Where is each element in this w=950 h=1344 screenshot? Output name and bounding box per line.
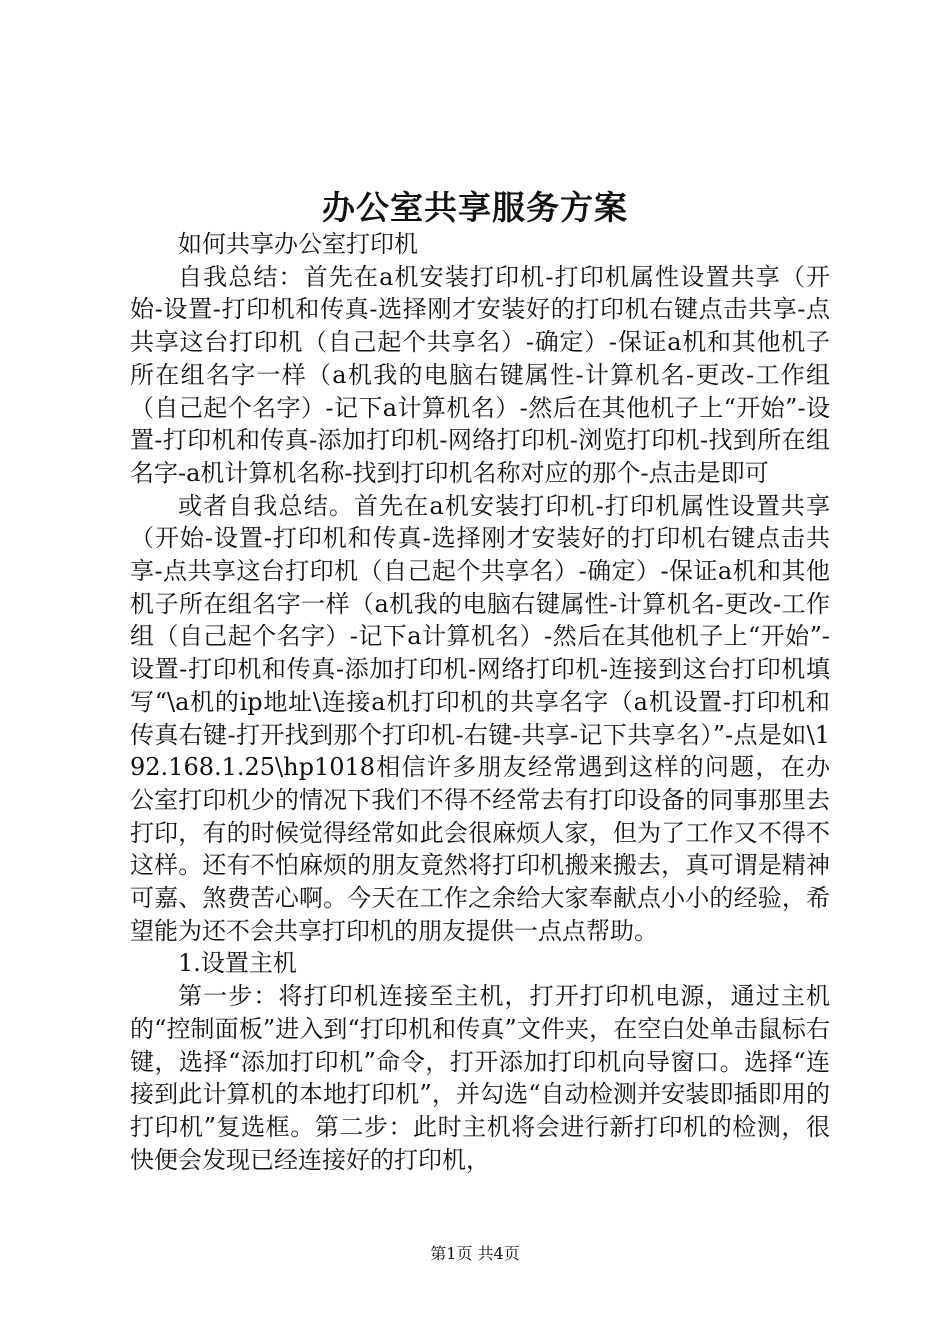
paragraph-summary: 自我总结：首先在a机安装打印机-打印机属性设置共享（开始-设置-打印机和传真-选择刚才安装好的打印机右键点击共享-点共享这台打印机（自己起个共享名）-确定）-保证a机和其他机子所在组名字一样（a机我的电脑右键属性-计算机名-更改-工作组（自己起个名字）-记下a计算机名）-然后在其他机子上“开始”-设置-打印机和传真-添加打印机-网络打印机-浏览打印机-找到所在组名字-a机计算机名称-找到打印机名称对应的那个-点击是即可 (130, 262, 830, 487)
document-body (130, 228, 830, 1176)
document-title: 办公室共享服务方案 (322, 188, 628, 227)
page-number-footer: 第1页 共4页 (430, 1244, 520, 1263)
paragraph-alternate-summary: 或者自我总结。首先在a机安装打印机-打印机属性设置共享（开始-设置-打印机和传真-选择刚才安装好的打印机右键点击共享-点共享这台打印机（自己起个共享名）-确定）-保证a机和其他机子所在组名字一样（a机我的电脑右键属性-计算机名-更改-工作组（自己起个名字）-记下a计算机名）-然后在其他机子上“开始”-设置-打印机和传真-添加打印机-网络打印机-连接到这台打印机填写“\a机的ip地址\连接a机打印机的共享名字（a机设置-打印机和传真右键-打开找到那个打印机-右键-共享-记下共享名）”-点是如\192.168.1.25\hp1018相信许多朋友经常遇到这样的问题，在办公室打印机少的情况下我们不得不经常去有打印设备的同事那里去打印，有的时候觉得经常如此会很麻烦人家，但为了工作又不得不这样。还有不怕麻烦的朋友竟然将打印机搬来搬去，真可谓是精神可嘉、煞费苦心啊。今天在工作之余给大家奉献点小小的经验，希望能为还不会共享打印机的朋友提供一点点帮助。 (130, 491, 830, 945)
paragraph-section-heading: 1.设置主机 (178, 949, 297, 978)
paragraph-heading-question: 如何共享办公室打印机 (178, 230, 418, 258)
paragraph-step-one: 第一步：将打印机连接至主机，打开打印机电源，通过主机的“控制面板”进入到“打印机和传真”文件夹，在空白处单击鼠标右键，选择“添加打印机”命令，打开添加打印机向导窗口。选择“连接到此计算机的本地打印机”，并勾选“自动检测并安装即插即用的打印机”复选框。第二步：此时主机将会进行新打印机的检测，很快便会发现已经连接好的打印机， (130, 982, 830, 1174)
